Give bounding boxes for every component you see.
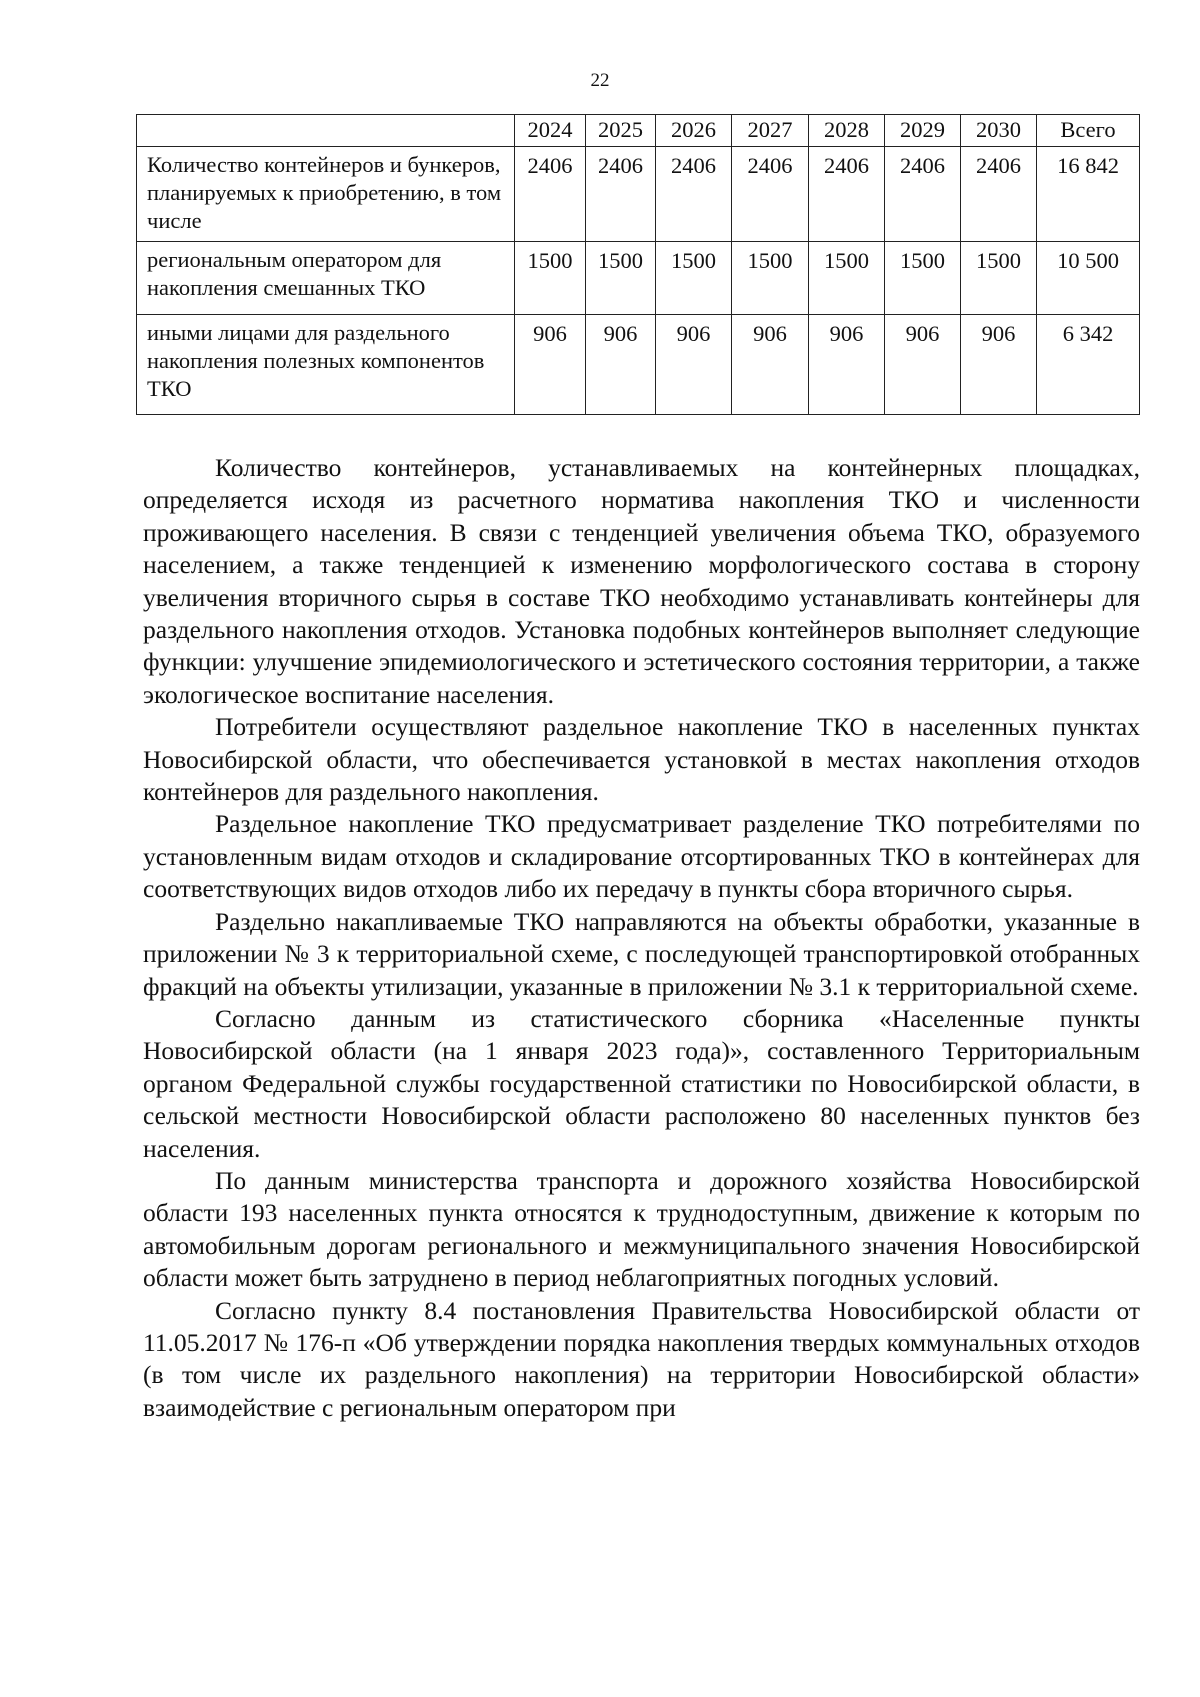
paragraph: Согласно пункту 8.4 постановления Правительства Новосибирской области от 11.05.2017 № 176-п «Об утверждении порядка накопления твердых коммунальных отходов (в том числе их раздельного накопления) на территории Новосибирской области» взаимодействие с региональным оператором при [143, 1295, 1140, 1422]
table-cell: 1500 [656, 242, 732, 315]
table-cell: 1500 [732, 242, 809, 315]
table-cell: 1500 [885, 242, 961, 315]
table-cell: 2406 [961, 147, 1037, 242]
paragraph: По данным министерства транспорта и дорожного хозяйства Новосибирской области 193 населенных пункта относятся к труднодоступным, движение к которым по автомобильным дорогам регионального и межмуниципального значения Новосибирской области может быть затруднено в период неблагоприятных погодных условий. [143, 1165, 1140, 1293]
body-text [143, 452, 1140, 1424]
table-cell: 2406 [656, 147, 732, 242]
table-header-cell: 2027 [732, 115, 809, 147]
table-cell: 906 [515, 315, 586, 415]
table-header-cell: 2024 [515, 115, 586, 147]
table-header-cell: Всего [1037, 115, 1140, 147]
table-header-cell [137, 115, 515, 147]
paragraph: Количество контейнеров, устанавливаемых на контейнерных площадках, определяется исходя из расчетного норматива накопления ТКО и численности проживающего населения. В связи с тенденцией увеличения объема ТКО, образуемого населением, а также тенденцией к изменению морфологического состава в сторону увеличения вторичного сырья в составе ТКО необходимо устанавливать контейнеры для раздельного накопления отходов. Установка подобных контейнеров выполняет следующие функции: улучшение эпидемиологического и эстетического состояния территории, а также экологическое воспитание населения. [143, 453, 1140, 709]
table-cell: 2406 [885, 147, 961, 242]
containers-table [136, 114, 1140, 415]
table-cell: 1500 [515, 242, 586, 315]
table-cell: 2406 [586, 147, 656, 242]
table-cell: 906 [961, 315, 1037, 415]
table-header-cell: 2025 [586, 115, 656, 147]
table-row [137, 242, 1140, 315]
paragraph: Раздельно накапливаемые ТКО направляются на объекты обработки, указанные в приложении № 3 к территориальной схеме, с последующей транспортировкой отобранных фракций на объекты утилизации, указанные в приложении № 3.1 к территориальной схеме. [143, 906, 1140, 1001]
table-header-row [137, 115, 1140, 147]
table-cell: 906 [586, 315, 656, 415]
table-cell: 2406 [809, 147, 885, 242]
page-number: 22 [590, 70, 610, 91]
row-label: иными лицами для раздельного накопления полезных компонентов ТКО [137, 315, 515, 415]
table-cell-total: 10 500 [1037, 242, 1140, 315]
table-cell: 1500 [586, 242, 656, 315]
table-row [137, 147, 1140, 242]
table-cell: 2406 [515, 147, 586, 242]
paragraph: Потребители осуществляют раздельное накопление ТКО в населенных пунктах Новосибирской области, что обеспечивается установкой в местах накопления отходов контейнеров для раздельного накопления. [143, 712, 1140, 807]
row-label: региональным оператором для накопления смешанных ТКО [137, 242, 515, 315]
table-cell: 906 [885, 315, 961, 415]
table-cell: 1500 [961, 242, 1037, 315]
row-label: Количество контейнеров и бункеров, планируемых к приобретению, в том числе [137, 147, 515, 242]
table-cell: 906 [732, 315, 809, 415]
table-header-cell: 2029 [885, 115, 961, 147]
table-header-cell: 2030 [961, 115, 1037, 147]
table-cell-total: 16 842 [1037, 147, 1140, 242]
table-cell: 2406 [732, 147, 809, 242]
table-header-cell: 2028 [809, 115, 885, 147]
table-header-cell: 2026 [656, 115, 732, 147]
table-cell: 906 [656, 315, 732, 415]
table-cell: 906 [809, 315, 885, 415]
paragraph: Согласно данным из статистического сборника «Населенные пункты Новосибирской области (на 1 января 2023 года)», составленного Территориальным органом Федеральной службы государственной статистики по Новосибирской области, в сельской местности Новосибирской области расположено 80 населенных пунктов без населения. [143, 1003, 1140, 1163]
table-row [137, 315, 1140, 415]
paragraph: Раздельное накопление ТКО предусматривает разделение ТКО потребителями по установленным видам отходов и складирование отсортированных ТКО в контейнерах для соответствующих видов отходов либо их передачу в пункты сбора вторичного сырья. [143, 809, 1140, 904]
table-cell: 1500 [809, 242, 885, 315]
table-cell-total: 6 342 [1037, 315, 1140, 415]
